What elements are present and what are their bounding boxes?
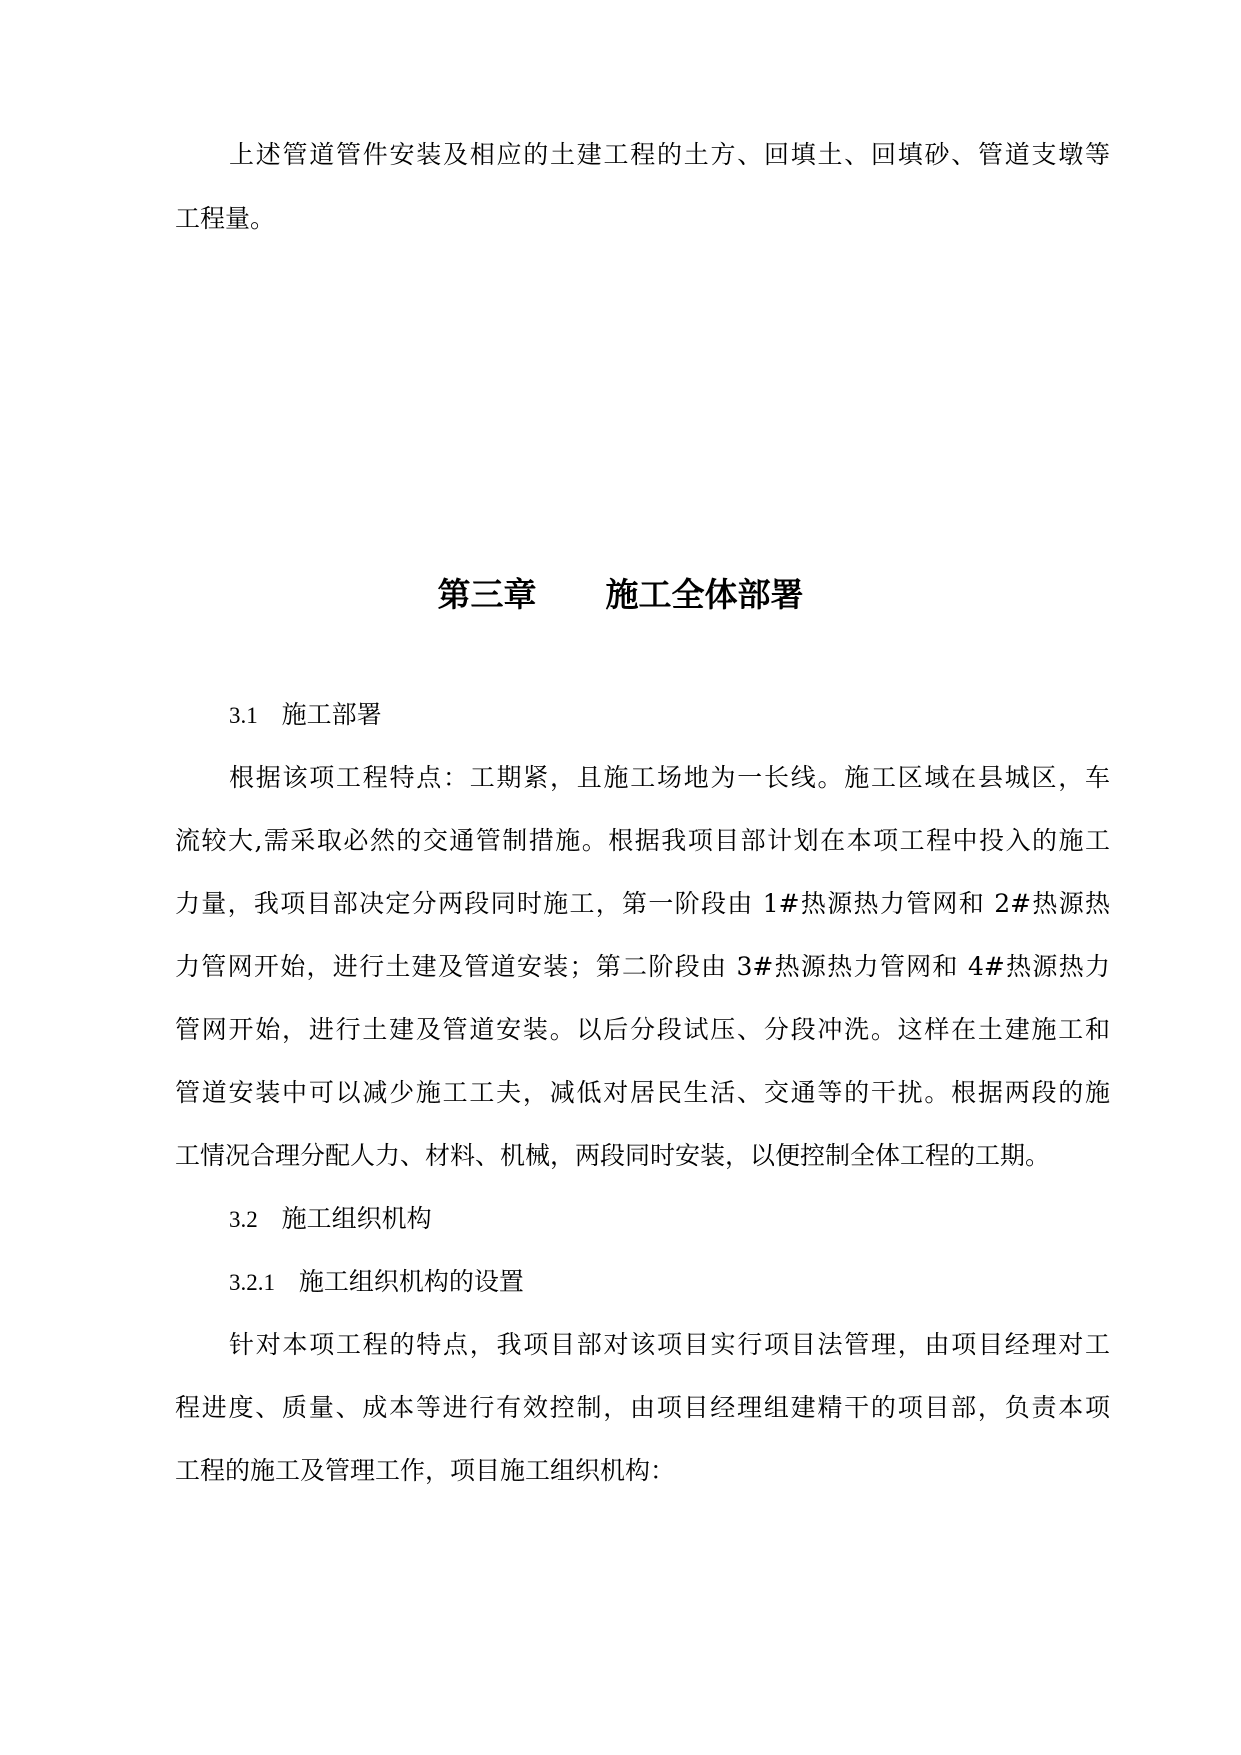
paragraph-line: 工程的施工及管理工作，项目施工组织机构： — [175, 1456, 676, 1485]
section-heading-3-2-1 — [229, 1266, 524, 1299]
section-number: 3.1 — [229, 703, 258, 728]
intro-line: 工程量。 — [175, 204, 276, 233]
section-number: 3.2.1 — [229, 1270, 275, 1295]
intro-line: 上述管道管件安装及相应的土建工程的土方、回填土、回填砂、管道支墩等 — [229, 140, 1110, 169]
paragraph-line: 程进度、质量、成本等进行有效控制，由项目经理组建精干的项目部，负责本项 — [175, 1393, 1110, 1422]
paragraph-line: 流较大,需采取必然的交通管制措施。根据我项目部计划在本项工程中投入的施工 — [175, 826, 1110, 855]
section-heading-3-2 — [229, 1203, 432, 1236]
paragraph-line: 管道安装中可以减少施工工夫，减低对居民生活、交通等的干扰。根据两段的施 — [175, 1078, 1110, 1107]
paragraph-line: 管网开始，进行土建及管道安装。以后分段试压、分段冲洗。这样在土建施工和 — [175, 1015, 1110, 1044]
section-title: 施工部署 — [281, 700, 382, 729]
section-title: 施工组织机构 — [281, 1204, 432, 1233]
chapter-title: 第三章 施工全体部署 — [437, 575, 804, 614]
paragraph-line: 工情况合理分配人力、材料、机械，两段同时安装，以便控制全体工程的工期。 — [175, 1141, 1051, 1170]
paragraph-line: 根据该项工程特点：工期紧，且施工场地为一长线。施工区域在县城区，车 — [229, 763, 1110, 792]
section-heading-3-1 — [229, 699, 382, 732]
section-number: 3.2 — [229, 1207, 258, 1232]
paragraph-line: 针对本项工程的特点，我项目部对该项目实行项目法管理，由项目经理对工 — [229, 1330, 1110, 1359]
paragraph-line: 力量，我项目部决定分两段同时施工，第一阶段由 1#热源热力管网和 2#热源热 — [175, 889, 1110, 918]
paragraph-line: 力管网开始，进行土建及管道安装；第二阶段由 3#热源热力管网和 4#热源热力 — [175, 952, 1110, 981]
section-title: 施工组织机构的设置 — [298, 1267, 524, 1296]
